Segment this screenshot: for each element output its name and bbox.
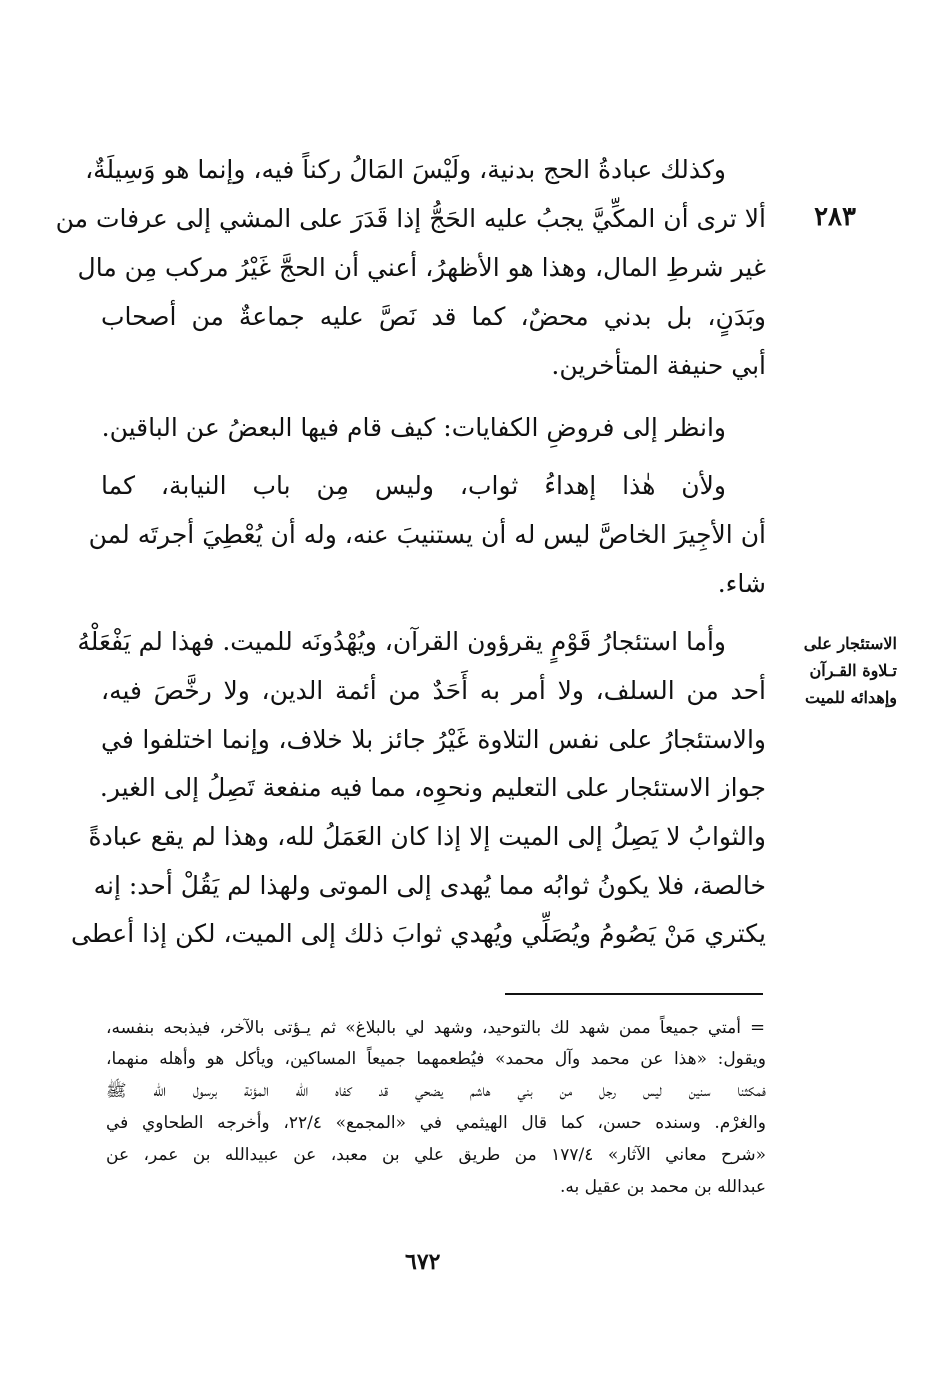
body-line: والثوابُ لا يَصِلُ إلى الميت إلا إذا كان العَمَلُ لله، وهذا لم يقع عبادةً: [88, 822, 766, 851]
footnote-line: أمتي جميعاً ممن شهد لك بالتوحيد، وشهد لي بالبلاغ» ثم يـؤتى بالآخر، فيذبحه بنفسه،: [106, 1018, 741, 1038]
footnote-separator: [505, 993, 763, 995]
footnote-line: عبدالله بن محمد بن عقيل به.: [559, 1177, 766, 1197]
body-line: أن الأجِيرَ الخاصَّ ليس له أن يستنيبَ عنه، وله أن يُعْطِيَ أجرتَه لمن: [88, 520, 766, 549]
verse-number: ٢٨٣: [814, 202, 856, 232]
body-line: خالصة، فلا يكونُ ثوابُه مما يُهدى إلى الموتى ولهذا لم يَقُلْ أحد: إنه: [93, 871, 766, 900]
body-line: وبَدَنٍ، بل بدني محضٌ، كما قد نَصَّ عليه جماعةٌ من أصحاب: [101, 302, 766, 331]
body-line: جواز الاستئجار على التعليم ونحوِه، مما فيه منفعة تَصِلُ إلى الغير.: [99, 773, 766, 802]
page-number: ٦٧٢: [405, 1249, 441, 1275]
sidenote-line: وإهدائه للميت: [804, 688, 897, 707]
sidenote-line: تـلاوة القـرآن: [809, 661, 897, 680]
body-line: أبي حنيفة المتأخرين.: [551, 351, 766, 380]
footnote-line: ويقول: «هذا عن محمد وآل محمد» فيُطعمهما جميعاً المساكين، ويأكل هو وأهله منهما،: [106, 1049, 766, 1069]
body-line: ألا ترى أن المكِّيَّ يجبُ عليه الحَجُّ إذا قَدَرَ على المشي إلى عرفات من: [55, 204, 766, 233]
body-line: غير شرطِ المال، وهذا هو الأظهرُ، أعني أن الحجَّ غَيْرُ مركب مِن مال: [77, 253, 766, 282]
body-line: أحد من السلف، ولا أمر به أَحَدٌ من أئمة الدين، ولا رخَّصَ فيه،: [101, 676, 766, 705]
body-line: وأما استئجارُ قَوْمٍ يقرؤون القرآن، ويُهْدُونَه للميت. فهذا لم يَفْعَلْهُ: [77, 627, 726, 656]
footnote-continuation-marker: =: [750, 1017, 766, 1038]
body-line: والاستئجارُ على نفس التلاوة غَيْرُ جائز بلا خلاف، وإنما اختلفوا في: [101, 725, 766, 754]
body-line: ولأن هٰذا إهداءُ ثواب، وليس مِن باب النيابة، كما: [101, 471, 726, 500]
sidenote-line: الاستئجار على: [803, 634, 897, 653]
footnote-line: فمكثنا سنين ليس رجل من بني هاشم يضحي قد كفاه الله المؤنة برسول الله ﷺ: [106, 1081, 766, 1101]
footnote-line: والغرْم. وسنده حسن، كما قال الهيثمي في «المجمع» ٢٢/٤، وأخرجه الطحاوي في: [106, 1113, 766, 1133]
body-line: شاء.: [717, 569, 766, 598]
footnote-line: «شرح معاني الآثار» ١٧٧/٤ من طريق علي بن معبد، عن عبيدالله بن عمر، عن: [106, 1145, 766, 1165]
body-line: وكذلك عبادةُ الحج بدنية، ولَيْسَ المَالُ ركناً فيه، وإنما هو وَسِيلَةٌ،: [85, 155, 726, 184]
body-line: يكتري مَنْ يَصُومُ ويُصَلِّي ويُهدي ثوابَ ذلك إلى الميت، لكن إذا أعطى: [70, 919, 766, 948]
body-line: وانظر إلى فروضِ الكفايات: كيف قام فيها البعضُ عن الباقين.: [101, 413, 726, 442]
